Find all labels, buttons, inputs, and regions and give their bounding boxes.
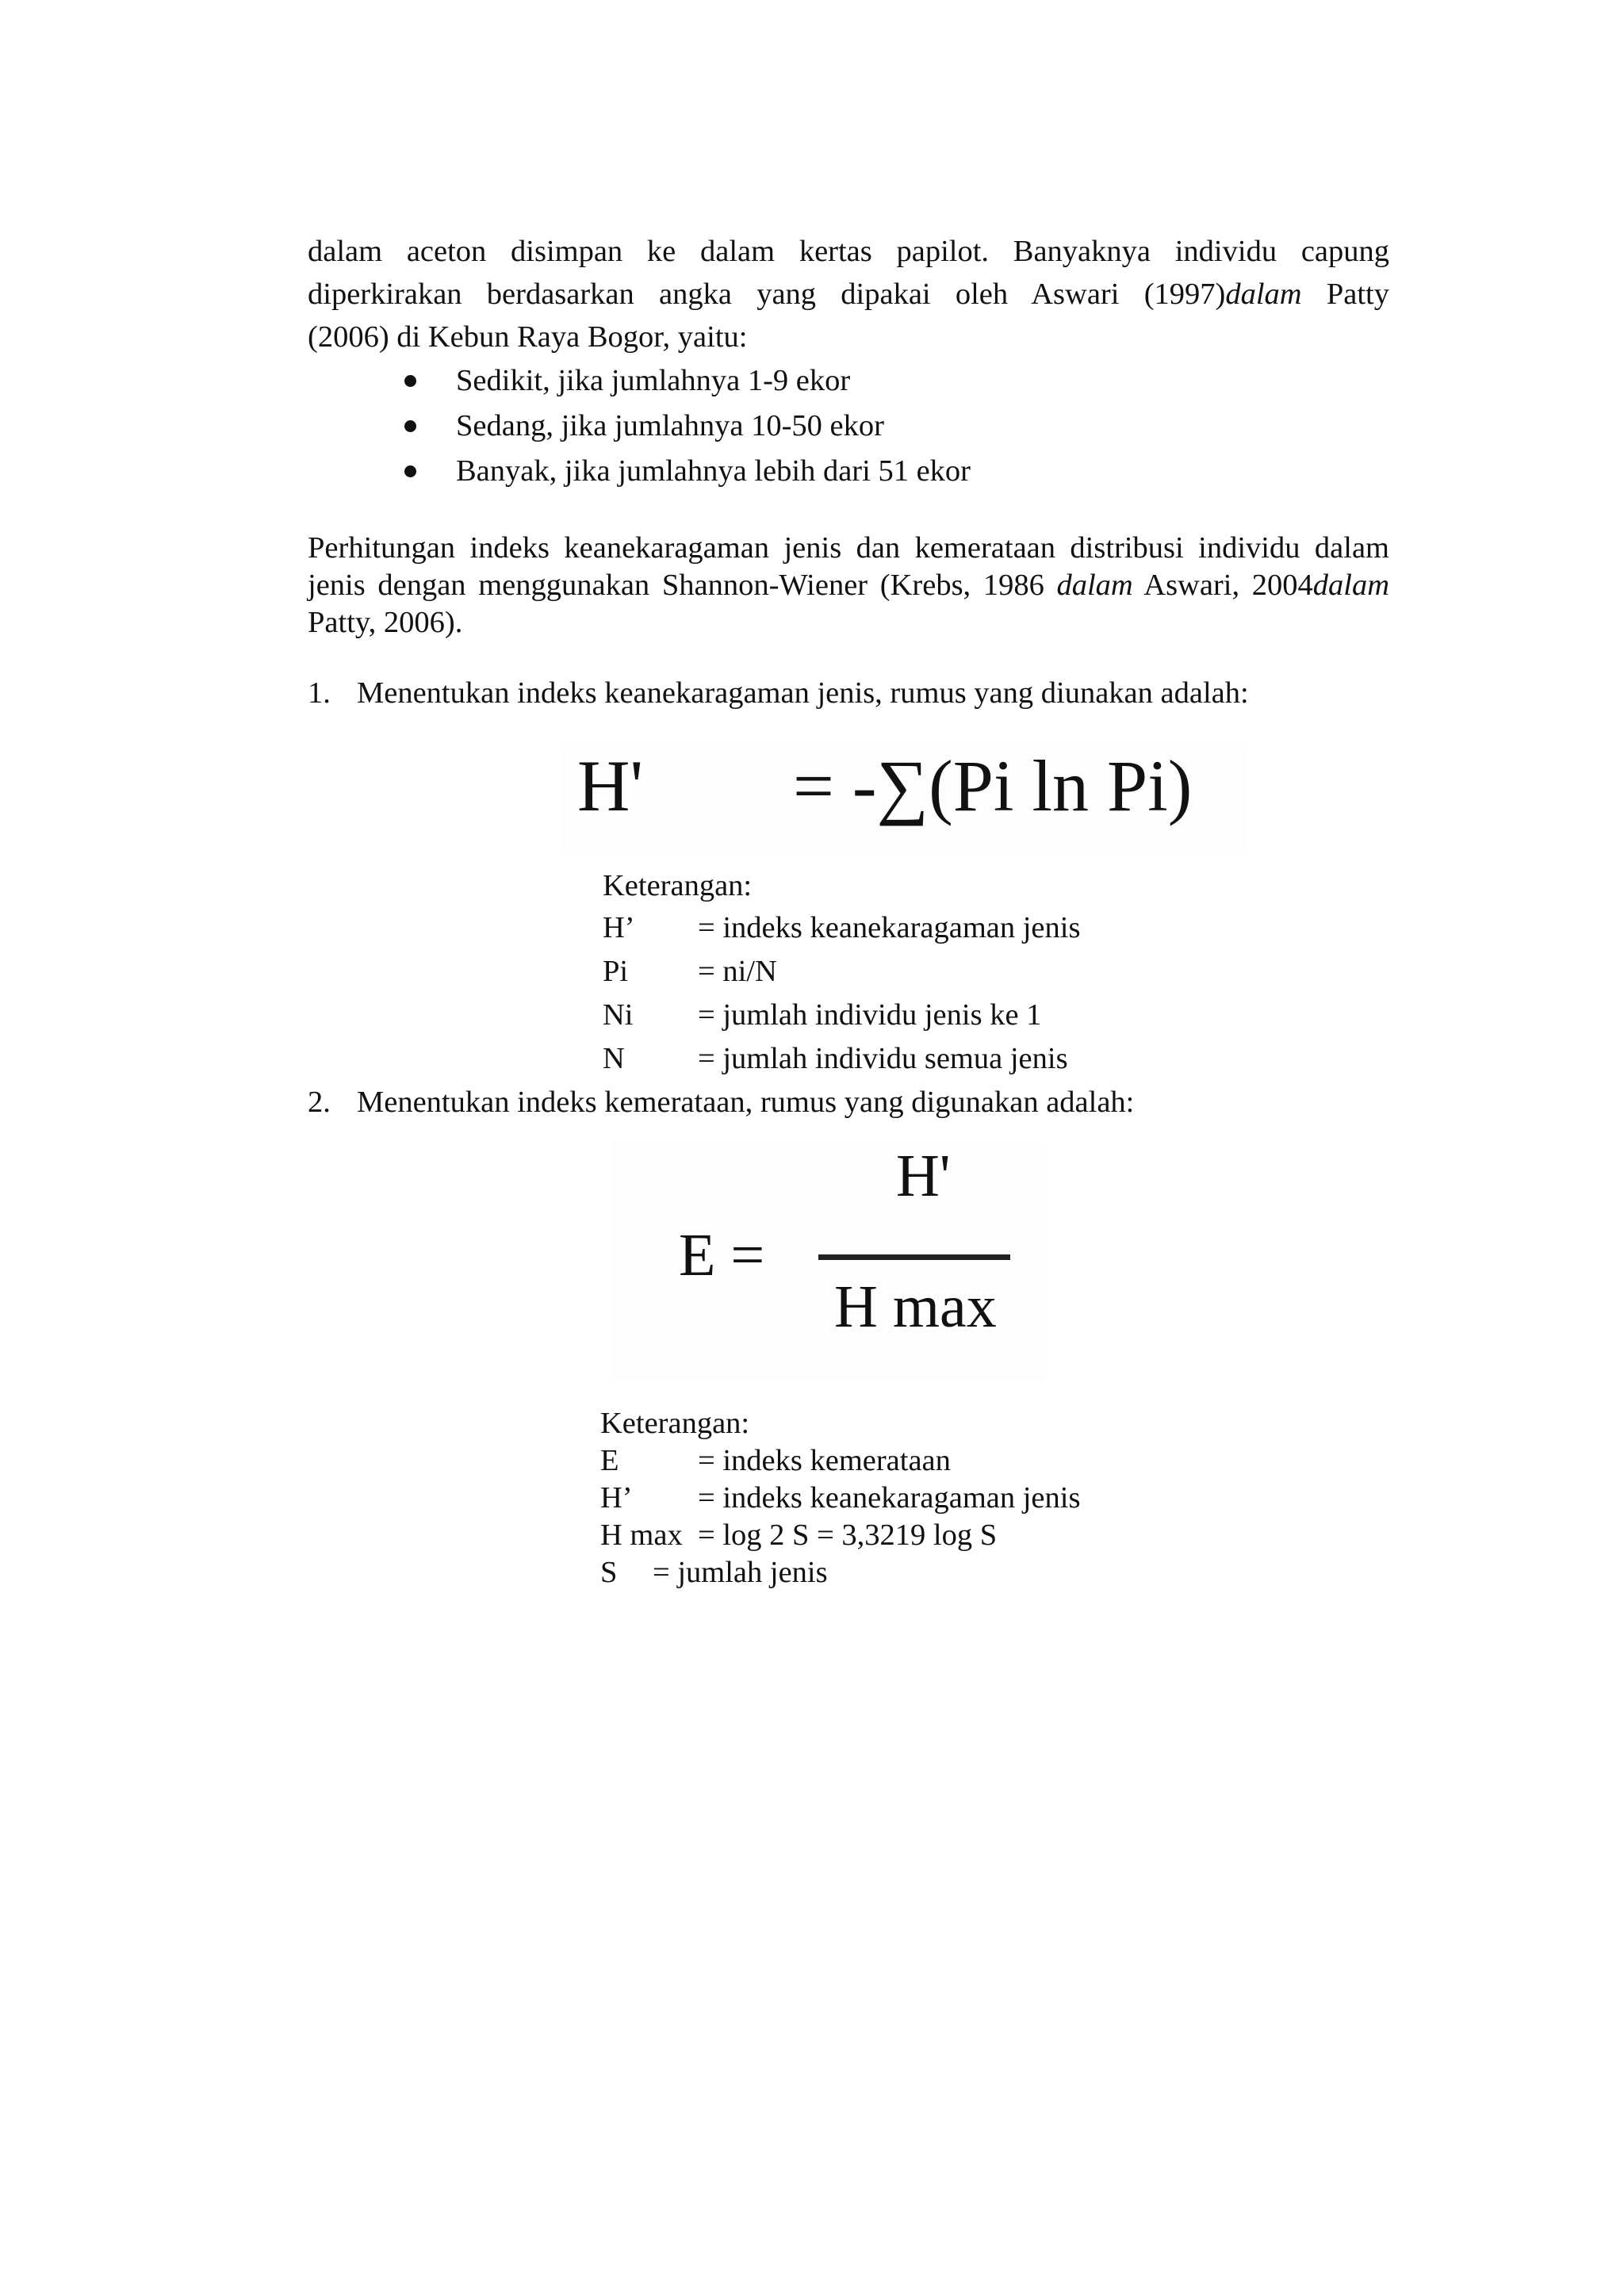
- legend-1-title: Keterangan:: [603, 869, 753, 902]
- formula-lhs: H': [577, 745, 644, 826]
- legend-definition: = jumlah individu semua jenis: [698, 1042, 1068, 1075]
- method-text-1: Perhitungan indeks keanekaragaman jenis dan kemerataan distribusi individu dalam jenis dengan menggunakan Shannon-Wiener (Krebs, 1986: [308, 531, 1389, 602]
- step-2-number: 2.: [308, 1086, 331, 1119]
- step-1-number: 1.: [308, 676, 331, 710]
- list-item-text: Banyak, jika jumlahnya lebih dari 51 ekor: [456, 454, 971, 488]
- formula-denominator: H max: [834, 1273, 997, 1340]
- legend-symbol: S: [600, 1556, 618, 1589]
- legend-symbol: Ni: [603, 998, 634, 1032]
- step-1-text: Menentukan indeks keanekaragaman jenis, rumus yang diunakan adalah:: [357, 676, 1249, 710]
- step-2-text: Menentukan indeks kemerataan, rumus yang digunakan adalah:: [357, 1086, 1135, 1119]
- formula-rhs: = -∑(Pi ln Pi): [793, 745, 1193, 826]
- list-item-text: Sedikit, jika jumlahnya 1-9 ekor: [456, 364, 851, 397]
- legend-definition: = jumlah individu jenis ke 1: [698, 998, 1042, 1032]
- method-italic-1: dalam: [1056, 569, 1133, 602]
- legend-definition: = ni/N: [698, 955, 777, 988]
- legend-symbol: H’: [600, 1481, 633, 1515]
- intro-line-3: (2006) di Kebun Raya Bogor, yaitu:: [308, 320, 748, 354]
- legend-definition: = indeks keanekaragaman jenis: [698, 911, 1081, 944]
- intro-line-2-text: diperkirakan berdasarkan angka yang dipakai oleh Aswari (1997): [308, 278, 1226, 311]
- formula-numerator: H': [896, 1143, 951, 1209]
- fraction-bar: [818, 1254, 1010, 1260]
- legend-symbol: H’: [603, 911, 635, 944]
- diversity-formula: [563, 744, 1245, 855]
- bullet-icon: [404, 465, 416, 477]
- method-paragraph: [308, 530, 1389, 641]
- legend-symbol: N: [603, 1042, 625, 1075]
- bullet-icon: [404, 375, 416, 387]
- method-italic-2: dalam: [1312, 569, 1389, 602]
- legend-symbol: Pi: [603, 955, 629, 988]
- legend-definition: = indeks keanekaragaman jenis: [698, 1481, 1081, 1515]
- bullet-icon: [404, 420, 416, 432]
- method-text-2: Aswari, 2004: [1132, 569, 1313, 602]
- method-text-3: Patty, 2006).: [308, 606, 463, 639]
- intro-paragraph: [308, 230, 1389, 358]
- evenness-formula: [611, 1142, 1047, 1380]
- legend-definition: = log 2 S = 3,3219 log S: [698, 1518, 998, 1552]
- legend-definition: = indeks kemerataan: [698, 1444, 951, 1477]
- legend-symbol: E: [600, 1444, 619, 1477]
- intro-line-2-italic: dalam: [1225, 278, 1302, 311]
- legend-symbol: H max: [600, 1518, 683, 1552]
- formula-lhs: E =: [679, 1222, 765, 1289]
- intro-line-2: [308, 273, 1389, 316]
- intro-line-1: dalam aceton disimpan ke dalam kertas papilot. Banyaknya individu capung: [308, 235, 1389, 268]
- legend-2-title: Keterangan:: [600, 1407, 750, 1440]
- list-item-text: Sedang, jika jumlahnya 10-50 ekor: [456, 409, 884, 442]
- legend-definition: = jumlah jenis: [653, 1556, 828, 1589]
- intro-line-2-end: Patty: [1301, 278, 1389, 311]
